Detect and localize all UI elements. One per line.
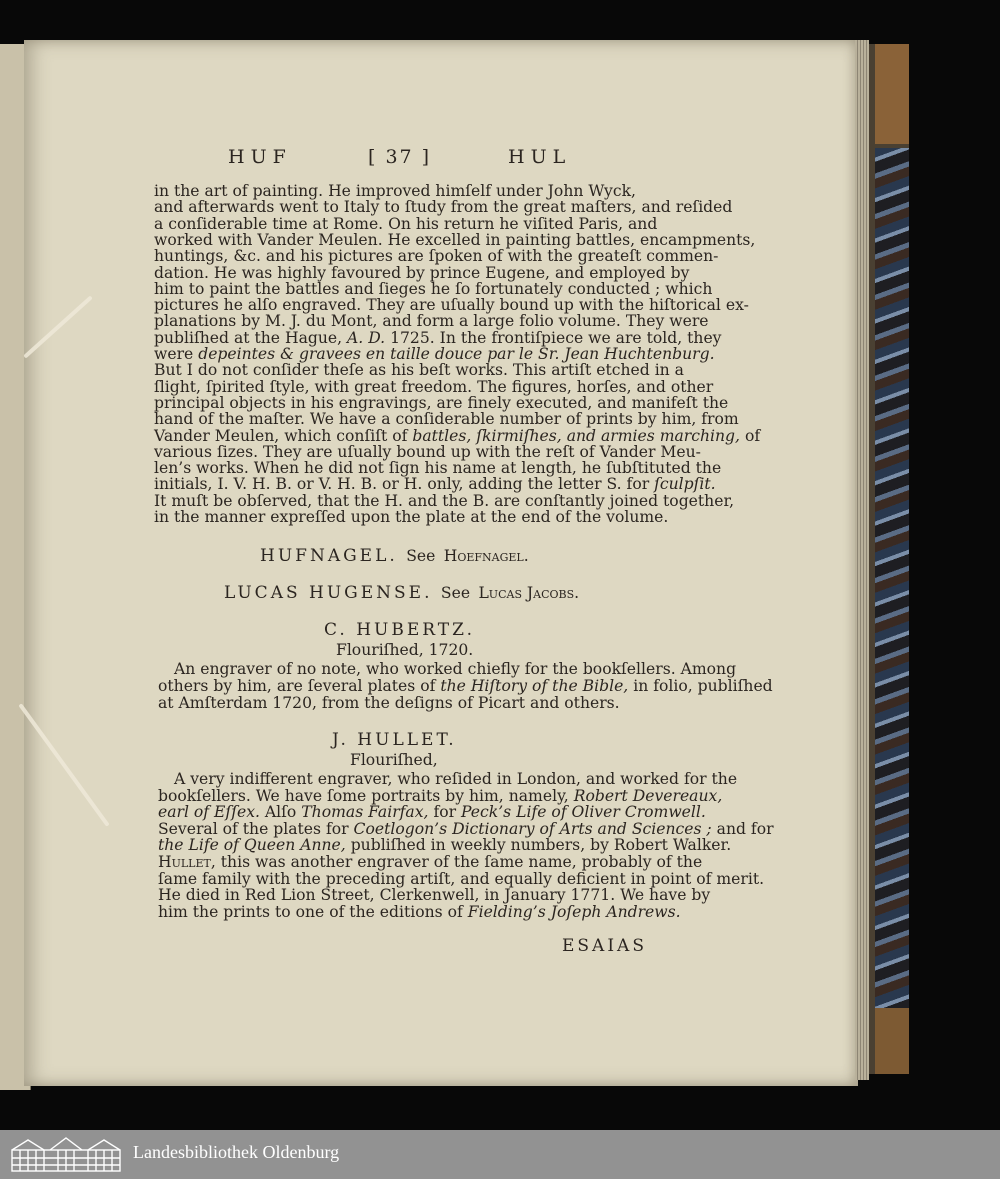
- italic-text: battles, ſkirmiſhes, and armies marching,: [412, 426, 740, 445]
- italic-text: Coetlogon’s Dictionary of Arts and Sciences ;: [353, 819, 712, 838]
- roman-text: 1725. In the frontiſpiece we are told, they: [385, 328, 722, 347]
- text-line: [174, 661, 736, 678]
- running-head-right: HUL: [508, 146, 572, 168]
- roman-text: planations by M. J. du Mont, and form a large folio volume. They were: [154, 312, 709, 331]
- roman-text: ſlight, ſpirited ſtyle, with great freedom. The figures, horſes, and other: [154, 377, 714, 396]
- text-line: [154, 509, 668, 526]
- italic-text: Thomas Fairfax,: [301, 803, 429, 822]
- text-line: [158, 821, 774, 838]
- page-edges: [855, 40, 869, 1080]
- roman-text: were: [154, 345, 199, 363]
- italic-text: the Life of Queen Anne,: [158, 836, 346, 855]
- see-label: See: [440, 584, 471, 602]
- roman-text: of: [739, 426, 761, 445]
- marbled-cover: [875, 148, 909, 1008]
- roman-text: worked with Vander Meulen. He excelled in painting battles, encampments,: [154, 230, 756, 249]
- text-line: [158, 695, 620, 712]
- roman-text: and afterwards went to Italy to ſtudy from the great maſters, and reſided: [154, 198, 733, 217]
- text-line: [158, 678, 773, 695]
- roman-text: others by him, are ſeveral plates of: [158, 676, 441, 695]
- text-line: [158, 854, 702, 871]
- roman-text: Vander Meulen, which conſiſt of: [154, 426, 413, 445]
- cross-ref-target: Hoefnagel.: [443, 547, 529, 565]
- roman-text: Alſo: [259, 803, 302, 822]
- roman-text: and for: [711, 819, 774, 838]
- catchword: ESAIAS: [562, 936, 647, 956]
- roman-text: principal objects in his engravings, are finely executed, and manifeſt the: [154, 393, 729, 412]
- flourished-hullet: Flouriſhed,: [350, 751, 438, 769]
- roman-text: publiſhed in weekly numbers, by Robert Walker.: [345, 836, 732, 855]
- roman-text: hand of the maſter. We have a conſiderable number of prints by him, from: [154, 410, 739, 429]
- cross-ref-heading: HUFNAGEL.: [260, 546, 398, 566]
- roman-text: pictures he alſo engraved. They are uſually bound up with the hiſtorical ex-: [154, 296, 749, 315]
- roman-text: initials, I. V. H. B. or V. H. B. or H. only, adding the letter S. for: [154, 475, 655, 494]
- roman-text: this was another engraver of the ſame name, probably of the: [215, 853, 703, 871]
- roman-text: Several of the plates for: [158, 819, 354, 838]
- roman-text: in the art of painting. He improved himſelf under John Wyck,: [154, 182, 636, 200]
- roman-text: for: [428, 803, 462, 822]
- roman-text: in folio, publiſhed: [628, 676, 773, 695]
- roman-text: various ſizes. They are uſually bound up with the reſt of Vander Meu-: [154, 442, 701, 461]
- leather-corner: [875, 1008, 909, 1074]
- library-name: Landesbibliothek Oldenburg: [133, 1142, 340, 1162]
- italic-text: earl of Eſſex.: [158, 803, 260, 822]
- roman-text: him the prints to one of the editions of: [158, 902, 468, 921]
- text-line: [158, 837, 731, 854]
- roman-text: a conſiderable time at Rome. On his return he viſited Paris, and: [154, 214, 658, 233]
- text-line: [158, 871, 764, 888]
- roman-text: But I do not conſider theſe as his beſt works. This artiſt etched in a: [154, 361, 684, 380]
- italic-text: Hullet,: [158, 853, 216, 871]
- roman-text: publiſhed at the Hague,: [154, 328, 348, 347]
- text-line: [158, 788, 722, 805]
- footer-bar: [0, 1130, 1000, 1179]
- flourished-hubertz: Flouriſhed, 1720.: [336, 641, 474, 659]
- roman-text: huntings, &c. and his pictures are ſpoken of with the greateſt commen-: [154, 247, 719, 266]
- italic-text: Peck’s Life of Oliver Cromwell.: [461, 803, 706, 822]
- text-line: [158, 887, 710, 904]
- italic-text: Fielding’s Joſeph Andrews.: [467, 902, 681, 921]
- roman-text: dation. He was highly favoured by prince Eugene, and employed by: [154, 263, 690, 282]
- roman-text: It muſt be obſerved, that the H. and the B. are conſtantly joined together,: [154, 491, 735, 510]
- italic-text: the Hiſtory of the Bible,: [440, 676, 629, 695]
- entry-heading-hullet: J. HULLET.: [332, 730, 457, 750]
- library-building-icon: [10, 1136, 122, 1173]
- roman-text: len’s works. When he did not ſign his name at length, he ſubſtituted the: [154, 459, 722, 478]
- leather-spine: [875, 44, 909, 144]
- roman-text: An engraver of no note, who worked chiefly for the bookſellers. Among: [174, 660, 737, 678]
- running-head-left: HUF: [228, 146, 292, 168]
- italic-text: depeintes & gravees en taille douce par le Sr. Jean Huchtenburg.: [198, 345, 715, 363]
- roman-text: in the manner expreſſed upon the plate at the end of the volume.: [154, 508, 669, 526]
- entry-heading-hubertz: C. HUBERTZ.: [324, 620, 476, 640]
- cross-ref-target: Lucas Jacobs.: [478, 584, 580, 602]
- text-line: [174, 771, 737, 788]
- text-line: [158, 804, 706, 821]
- see-label: See: [406, 547, 436, 565]
- roman-text: bookſellers. We have ſome portraits by him, namely,: [158, 786, 574, 805]
- roman-text: A very indifferent engraver, who reſided in London, and worked for the: [174, 770, 738, 788]
- text-line: [158, 904, 681, 921]
- italic-text: ſculpſit.: [654, 475, 716, 494]
- roman-text: He died in Red Lion Street, Clerkenwell, in January 1771. We have by: [158, 886, 711, 905]
- italic-text: Robert Devereaux,: [573, 786, 723, 805]
- page-number: [ 37 ]: [368, 146, 432, 168]
- cross-ref-name: [260, 548, 529, 565]
- cross-ref-name-2: [224, 585, 579, 602]
- cross-ref-heading: LUCAS HUGENSE.: [224, 583, 433, 603]
- italic-text: A. D.: [347, 328, 386, 347]
- book-page: [24, 40, 858, 1086]
- roman-text: at Amſterdam 1720, from the deſigns of Picart and others.: [158, 693, 620, 712]
- roman-text: ſame family with the preceding artiſt, and equally deficient in point of merit.: [158, 869, 765, 888]
- roman-text: him to paint the battles and ſieges he ſo fortunately conducted ; which: [154, 279, 713, 298]
